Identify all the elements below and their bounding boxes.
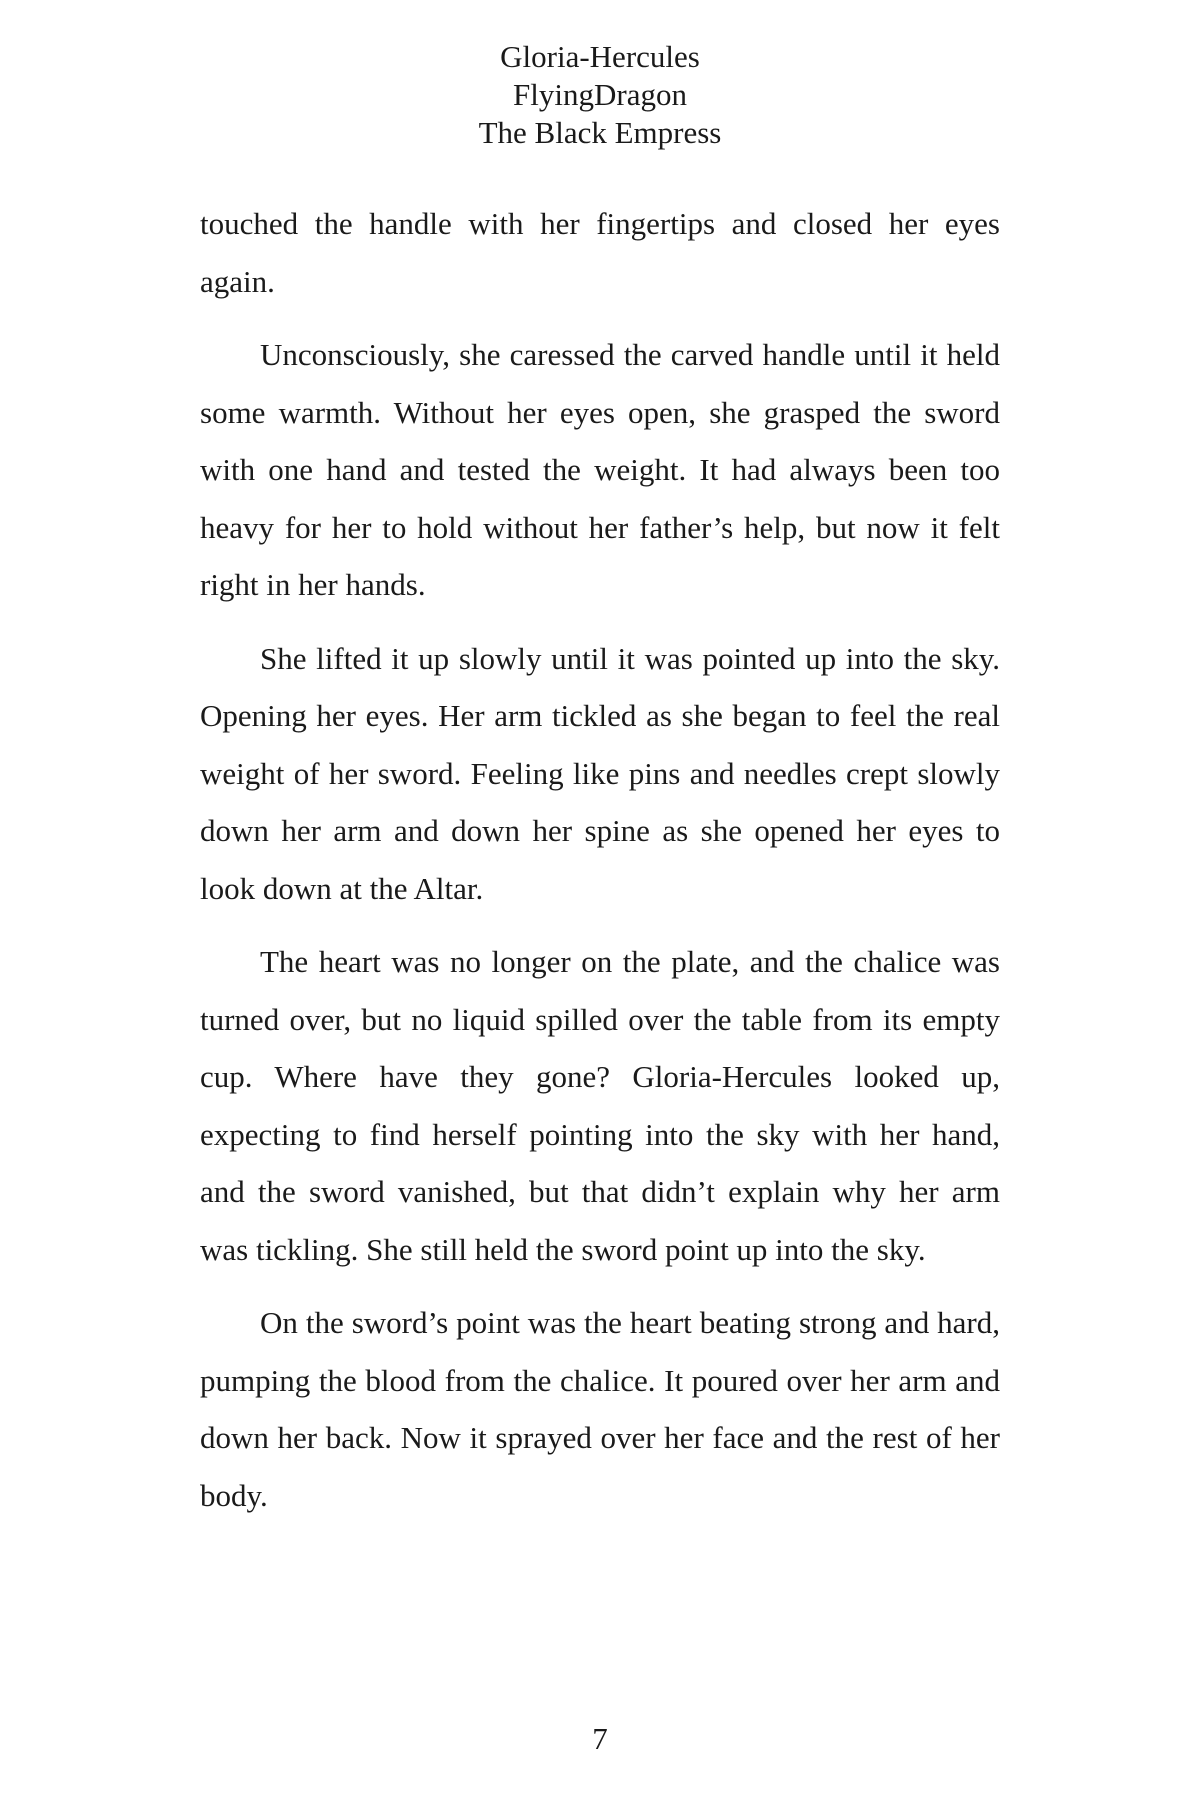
body-text [200,195,1000,1540]
paragraph: On the sword’s point was the heart beating strong and hard, pumping the blood from the chalice. It poured over her arm and down her back. Now it sprayed over her face and the rest of her body. [200,1305,1000,1513]
running-header [0,38,1200,152]
header-author: Gloria-Hercules [500,39,700,74]
paragraph-continued: touched the handle with her fingertips and closed her eyes again. [200,206,1000,299]
paragraph: The heart was no longer on the plate, and the chalice was turned over, but no liquid spilled over the table from its empty cup. Where have they gone? Gloria-Hercules looked up, expecting to find herself pointing into the sky with her hand, and the sword vanished, but that didn’t explain why her arm was tickling. She still held the sword point up into the sky. [200,944,1000,1267]
paragraph: Unconsciously, she caressed the carved handle until it held some warmth. Without her eyes open, she grasped the sword with one hand and tested the weight. It had always been too heavy for her to hold without her father’s help, but now it felt right in her hands. [200,337,1000,602]
page-number: 7 [592,1721,608,1756]
header-book-title: The Black Empress [478,115,722,150]
header-publisher: FlyingDragon [513,77,687,112]
paragraph: She lifted it up slowly until it was pointed up into the sky. Opening her eyes. Her arm tickled as she began to feel the real weight of her sword. Feeling like pins and needles crept slowly down her arm and down her spine as she opened her eyes to look down at the Altar. [200,640,1000,906]
